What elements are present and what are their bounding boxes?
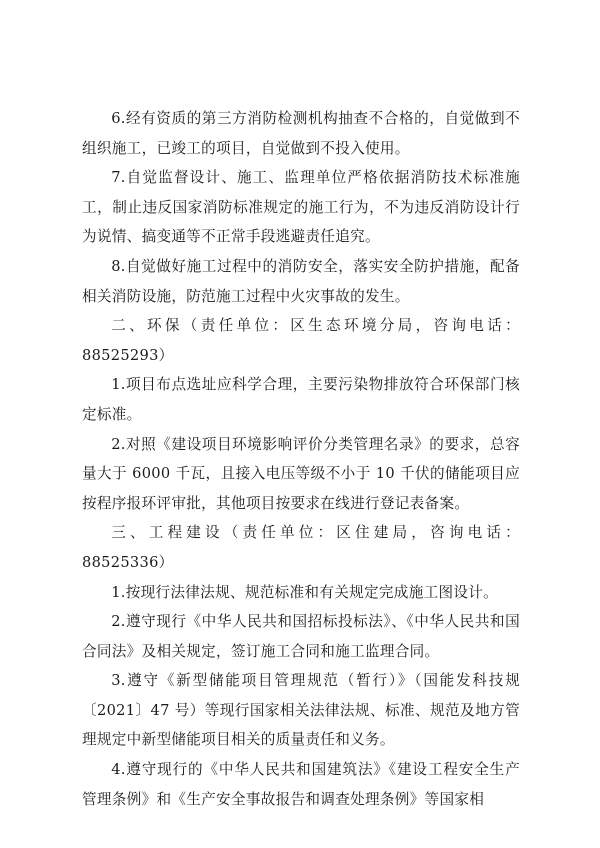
paragraph-fire-item-6: 6.经有资质的第三方消防检测机构抽查不合格的，自觉做到不组织施工，已竣工的项目，自觉做到不投入使用。: [82, 110, 520, 157]
paragraph-construction-item-1: 1.按现行法律法规、规范标准和有关规定完成施工图设计。: [111, 583, 499, 601]
document-body: [82, 104, 520, 814]
paragraph-construction-item-3: 3.遵守《新型储能项目管理规范（暂行）》（国能发科技规〔2021〕47 号）等现行国家相关法律法规、标准、规范及地方管理规定中新型储能项目相关的质量责任和义务。: [82, 672, 520, 749]
section-heading-environment: 二、环保（责任单位：区生态环境分局，咨询电话：88525293）: [82, 317, 520, 364]
section-heading-construction: 三、工程建设（责任单位：区住建局，咨询电话：88525336）: [82, 524, 520, 571]
paragraph-construction-item-4: 4.遵守现行的《中华人民共和国建筑法》《建设工程安全生产管理条例》和《生产安全事故报告和调查处理条例》等国家相: [82, 761, 520, 808]
paragraph-construction-item-2: 2.遵守现行《中华人民共和国招标投标法》、《中华人民共和国合同法》及相关规定，签订施工合同和施工监理合同。: [82, 613, 520, 660]
paragraph-environment-item-2: 2.对照《建设项目环境影响评价分类管理名录》的要求，总容量大于 6000 千瓦，且接入电压等级不小于 10 千伏的储能项目应按程序报环评审批，其他项目按要求在线进行登记表备案。: [82, 435, 520, 512]
paragraph-fire-item-7: 7.自觉监督设计、施工、监理单位严格依据消防技术标准施工，制止违反国家消防标准规定的施工行为，不为违反消防设计行为说情、搞变通等不正常手段逃避责任追究。: [82, 169, 520, 246]
paragraph-fire-item-8: 8.自觉做好施工过程中的消防安全，落实安全防护措施，配备相关消防设施，防范施工过程中火灾事故的发生。: [82, 257, 520, 305]
paragraph-environment-item-1: 1.项目布点选址应科学合理，主要污染物排放符合环保部门核定标准。: [82, 376, 520, 423]
